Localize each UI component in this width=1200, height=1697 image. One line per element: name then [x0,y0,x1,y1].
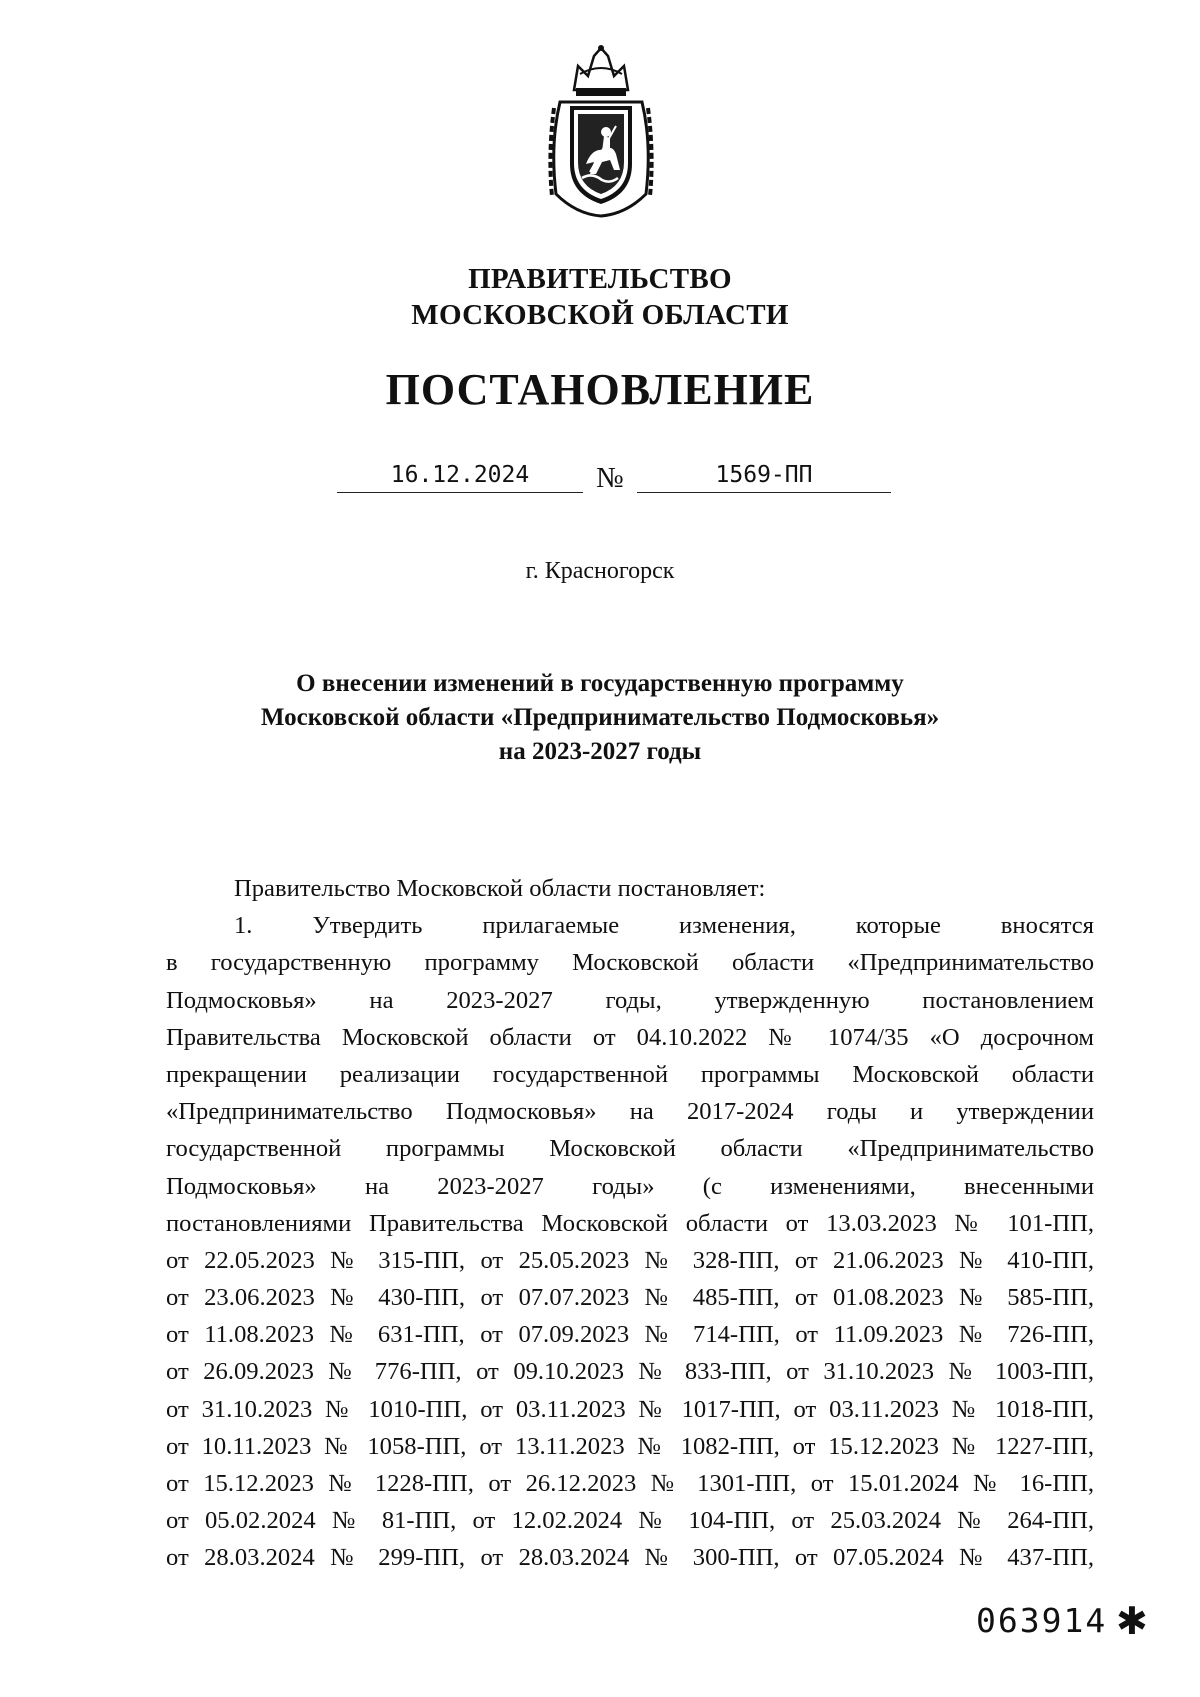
document-title-line: Московской области «Предпринимательство Подмосковья» [260,704,940,731]
document-type: ПОСТАНОВЛЕНИЕ [385,365,815,414]
body-line: от 31.10.2023 № 1010-ПП, от 03.11.2023 № 1017-ПП, от 03.11.2023 № 1018-ПП, [166,1395,1094,1423]
body-line: постановлениями Правительства Московской области от 13.03.2023 № 101-ПП, [166,1209,1094,1237]
body-line: Подмосковья» на 2023-2027 годы» (с изменениями, внесенными [166,1172,1094,1200]
number-sign: № [596,462,624,494]
body-line: прекращении реализации государственной программы Московской области [166,1060,1094,1088]
body-line: от 28.03.2024 № 299-ПП, от 28.03.2024 № 300-ПП, от 07.05.2024 № 437-ПП, [166,1544,1094,1572]
city: г. Красногорск [525,558,675,584]
body-line: от 22.05.2023 № 315-ПП, от 25.05.2023 № 328-ПП, от 21.06.2023 № 410-ПП, [166,1246,1094,1274]
body-line: Правительства Московской области от 04.10.2022 № 1074/35 «О досрочном [166,1023,1094,1051]
body-line: от 15.12.2023 № 1228-ПП, от 26.12.2023 № 1301-ПП, от 15.01.2024 № 16-ПП, [166,1470,1094,1497]
document-body [166,870,1094,1577]
body-line: от 11.08.2023 № 631-ПП, от 07.09.2023 № 714-ПП, от 11.09.2023 № 726-ПП, [166,1321,1094,1349]
document-number: 1569-ПП [637,458,891,493]
document-title-line: на 2023-2027 годы [498,738,702,765]
body-line: в государственную программу Московской области «Предпринимательство [166,949,1094,977]
body-line: от 05.02.2024 № 81-ПП, от 12.02.2024 № 104-ПП, от 25.03.2024 № 264-ПП, [166,1507,1094,1535]
body-line: «Предпринимательство Подмосковья» на 2017-2024 годы и утверждении [166,1098,1094,1126]
body-line: от 10.11.2023 № 1058-ПП, от 13.11.2023 № 1082-ПП, от 15.12.2023 № 1227-ПП, [166,1432,1094,1460]
body-line: Правительство Московской области постановляет: [234,875,766,902]
body-line: государственной программы Московской области «Предпринимательство [166,1135,1094,1163]
organization-name-line2: МОСКОВСКОЙ ОБЛАСТИ [411,299,789,331]
organization-name-line1: ПРАВИТЕЛЬСТВО [468,263,732,295]
document-title-line: О внесении изменений в государственную программу [296,670,904,697]
body-line: от 23.06.2023 № 430-ПП, от 07.07.2023 № 485-ПП, от 01.08.2023 № 585-ПП, [166,1284,1094,1312]
coat-of-arms-icon [546,44,656,219]
registration-row [0,458,1200,498]
body-line: от 26.09.2023 № 776-ПП, от 09.10.2023 № 833-ПП, от 31.10.2023 № 1003-ПП, [166,1358,1094,1386]
body-line: 1. Утвердить прилагаемые изменения, которые вносятся [234,912,1094,940]
asterisk-icon: ✱ [1116,1599,1148,1643]
document-date: 16.12.2024 [337,458,583,493]
serial-number: 063914 [976,1601,1108,1640]
body-line: Подмосковья» на 2023-2027 годы, утвержденную постановлением [166,986,1094,1014]
